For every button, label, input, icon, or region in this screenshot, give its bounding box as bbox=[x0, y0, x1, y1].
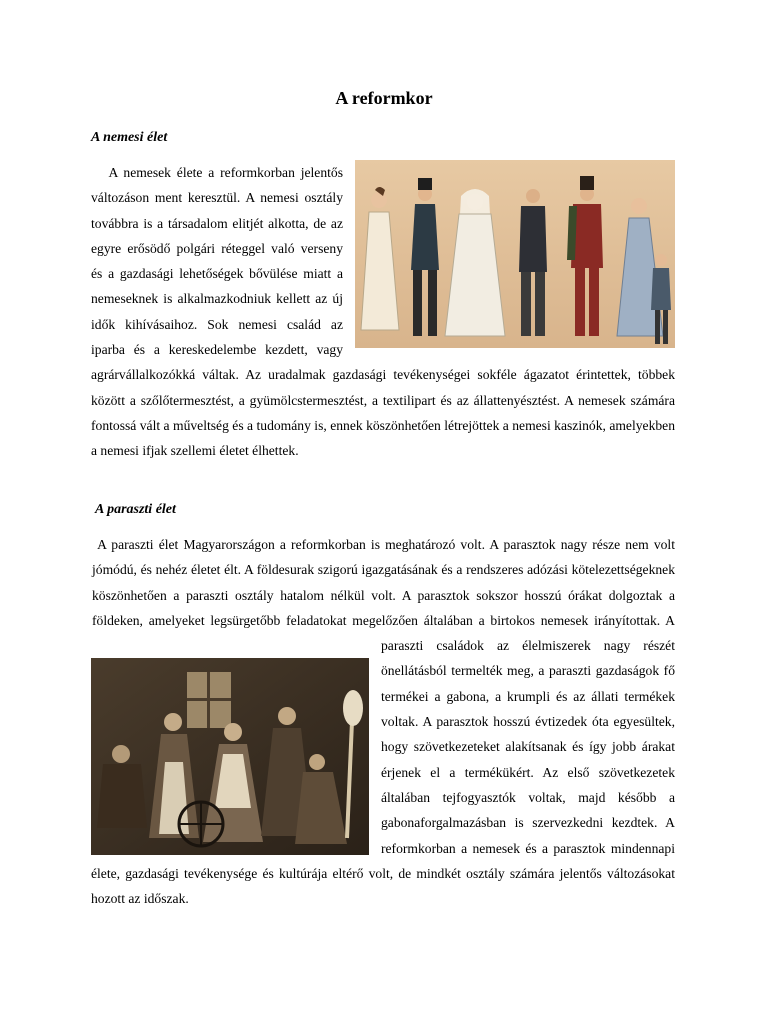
nobility-figure bbox=[355, 160, 675, 348]
peasantry-illustration bbox=[91, 658, 369, 855]
section-peasantry bbox=[91, 532, 675, 911]
nobility-illustration bbox=[355, 160, 675, 348]
section-heading-nobility: A nemesi élet bbox=[91, 130, 168, 145]
section-heading-peasantry: A paraszti élet bbox=[95, 502, 176, 517]
section-peasantry-paragraph: A paraszti élet Magyarországon a reformkorban is meghatározó volt. A parasztok nagy része nem volt jómódú, és nehéz életet élt. A földesurak szigorú igazgatásának és a rendszeres adózási kötelezettségeknek köszönhetően a paraszti osztály hatalom nélkül volt. A parasztok sokszor hosszú órákat dolgoztak a földeken, amelyeket legsürgetőbb feladatokat megelőzően általában a birtokos nemesek irányítottak. A paraszti családok az élelmiszerek nagy részét önellátásból termelték meg, a paraszti gazdaságok fő termékei a gabona, a krumpli és az állati termékek voltak. A parasztok hosszú évtizedek óta egyesültek, hogy szövetkezeteket alakítsanak és így jobb árakat érjenek el a termékükért. Az első szövetkezetek általában tejfogyasztók voltak, majd később a gabonaforgalmazásban is szervezkedni kezdtek. A reformkorban a nemesek és a parasztok mindennapi élete, gazdasági tevékenysége és kultúrája eltérő volt, de mindkét osztály számára jelentős változásokat hozott az időszak. bbox=[91, 537, 675, 907]
section-nobility-paragraph: A nemesek élete a reformkorban jelentős változáson ment keresztül. A nemesi osztály továbbra is a társadalom elitjét alkotta, de az egyre erősödő polgári réteggel való verseny és a gazdasági lehetőségek bővülése miatt a nemeseknek is alkalmazkodniuk kellett az új idők kihívásaihoz. Sok nemesi család az iparba és a kereskedelembe kezdett, vagy agrárvállalkozókká váltak. Az uradalmak gazdasági tevékenységei sokféle ágazatot érintettek, többek között a szőlőtermesztést, a gyümölcstermesztést, a textilipart és az állattenyésztést. A nemesek számára fontossá vált a műveltség és a tudomány is, ennek köszönhetően létrejöttek a nemesi kaszinók, amelyekben a nemesi ifjak szellemi életet élhettek. bbox=[91, 165, 675, 459]
section-nobility bbox=[91, 160, 675, 464]
peasantry-figure bbox=[91, 658, 369, 855]
page-title: A reformkor bbox=[335, 88, 433, 108]
